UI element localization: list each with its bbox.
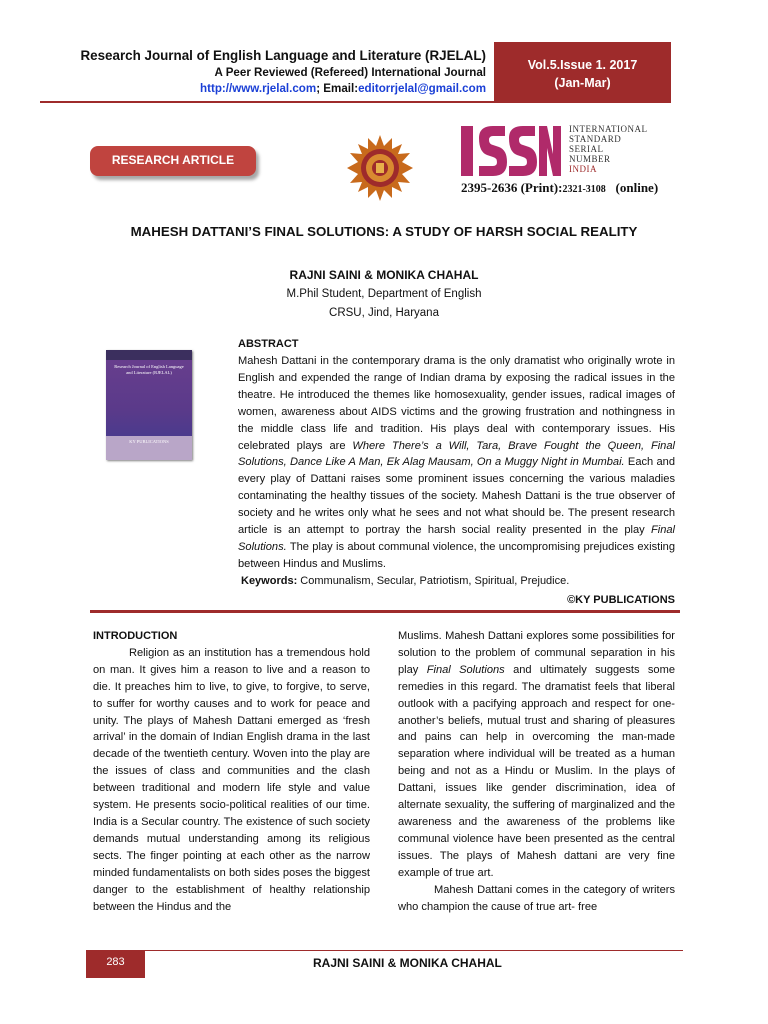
cover-bottom-band xyxy=(106,436,192,460)
issn-line: NUMBER xyxy=(569,154,611,164)
publisher-credit: ©KY PUBLICATIONS xyxy=(567,594,675,606)
page-number-box: 283 xyxy=(86,951,145,978)
paper-title: MAHESH DATTANI’S FINAL SOLUTIONS: A STUDY OF HARSH SOCIAL REALITY xyxy=(130,224,638,239)
issn-logo-icon xyxy=(461,124,561,178)
affiliation-line-2: CRSU, Jind, Haryana xyxy=(329,307,439,319)
issn-line: INDIA xyxy=(569,164,597,174)
cover-publisher: KY PUBLICATIONS xyxy=(129,439,169,444)
abstract-text xyxy=(238,353,675,573)
introduction-heading: INTRODUCTION xyxy=(93,630,178,642)
abstract-part: Mahesh Dattani in the contemporary drama is the only dramatist who originally wrote in English and expended the range of Indian drama by exposing the radical issues in the theatre. He introduced the themes like homosexuality, gender issues, radical images of women, awareness about AIDS victims and the growing frustration and nothingness in the middle class life and tradition. His plays deal with contemporary issues. His celebrated plays are xyxy=(238,355,675,452)
issn-print: 2395-2636 (Print): xyxy=(461,180,563,195)
affiliation-line-1: M.Phil Student, Department of English xyxy=(286,288,482,300)
journal-cover-image xyxy=(106,350,192,460)
footer-rule xyxy=(86,950,683,951)
volume-text: Vol.5.Issue 1. 2017 xyxy=(527,58,638,72)
cover-title: Research Journal of English Language and Literature (RJELAL) xyxy=(114,364,184,375)
research-article-badge: RESEARCH ARTICLE xyxy=(90,146,256,176)
abstract-part: The play is about communal violence, the uncompromising prejudices existing between Hindus and Muslims. xyxy=(238,540,675,570)
email-label: ; Email: xyxy=(316,82,359,95)
body-left-column xyxy=(93,628,370,915)
paper-authors: RAJNI SAINI & MONIKA CHAHAL xyxy=(289,268,479,282)
right-paragraph-1 xyxy=(398,628,675,882)
journal-title: Research Journal of English Language and Literature (RJELAL) xyxy=(80,48,486,63)
issn-numbers xyxy=(461,180,658,196)
issn-line: SERIAL xyxy=(569,144,604,154)
journal-subtitle: A Peer Reviewed (Refereed) International Journal xyxy=(214,66,486,79)
journal-seal-icon xyxy=(347,135,413,201)
issn-online-label: (online) xyxy=(615,180,659,195)
paragraph-italic: Final Solutions xyxy=(426,663,505,676)
journal-contact xyxy=(40,82,486,95)
email-link[interactable]: editorrjelal@gmail.com xyxy=(358,82,486,95)
period-text: (Jan-Mar) xyxy=(554,76,611,90)
header-rule xyxy=(40,101,671,103)
abstract-heading: ABSTRACT xyxy=(238,338,299,350)
footer-authors: RAJNI SAINI & MONIKA CHAHAL xyxy=(313,956,502,970)
abstract-part: Each and every play of Dattani raises some prominent issues concerning the various maladies contaminating the healthy tissues of the society. Mahesh Dattani is the true observer of society and he writes only what he sees and not what should be. The present research article is an attempt to portray the harsh social reality presented in the play xyxy=(238,456,675,537)
website-link[interactable]: http://www.rjelal.com xyxy=(200,82,317,95)
abstract-final-solutions: Final Solutions. xyxy=(238,524,675,553)
issn-online-number: 2321-3108 xyxy=(562,184,606,195)
body-right-column xyxy=(398,628,675,915)
abstract-rule xyxy=(90,610,680,613)
volume-box xyxy=(494,42,671,102)
keywords-line xyxy=(241,575,569,587)
cover-top-band xyxy=(106,350,192,360)
issn-line: STANDARD xyxy=(569,134,622,144)
issn-line: INTERNATIONAL xyxy=(569,124,648,134)
issn-descriptor xyxy=(569,124,648,174)
abstract-plays: Where There’s a Will, Tara, Brave Fought the Queen, Final Solutions, Dance Like A Man, Ek Alag Mausam, On a Muggy Night in Mumbai. xyxy=(238,439,675,469)
paragraph-part: and ultimately suggests some remedies in this regard. The dramatist feels that liberal outlook with a pacifying approach and respect for one-another’s beliefs, mutual trust and sharing of pleasures and pains can help in overcoming the man-made separation where individual will be treated as a human being and not as a Hindu or Muslim. In the plays of Dattani, issues like gender discrimination, idea of alternate sexuality, the suffering of marginalized and the awareness and the awareness of the problems like communal violence have been presented as the central issues. The plays of Mahesh dattani are very fine example of true art. xyxy=(398,663,675,879)
keywords-text: Communalism, Secular, Patriotism, Spiritual, Prejudice. xyxy=(297,575,570,587)
keywords-label: Keywords: xyxy=(241,575,298,587)
intro-paragraph: Religion as an institution has a tremendous hold on man. It gives him a reason to live and a reason to die. It preaches him to live, to give, to forgive, to serve, to suffer for worthy causes and to work for peace and unity. The plays of Mahesh Dattani emerged as ‘fresh arrival’ in the domain of Indian English drama in the last decade of the twentieth century. Woven into the play are the issues of class and communities and the clash between traditional and modern life style and value system. He presents socio-political realities of our time. India is a Secular country. The existence of such society demands mutual understanding among its religious sects. The finger pointing at each other as the narrow minded fundamentalists on both sides poses the biggest danger to the establishment of healthy relationship between the Hindus and the xyxy=(93,646,370,913)
paragraph-part: Muslims. Mahesh Dattani explores some possibilities for solution to the problem of communal separation in his play xyxy=(398,630,675,676)
right-paragraph-2: Mahesh Dattani comes in the category of writers who champion the cause of true art- free xyxy=(398,883,675,913)
